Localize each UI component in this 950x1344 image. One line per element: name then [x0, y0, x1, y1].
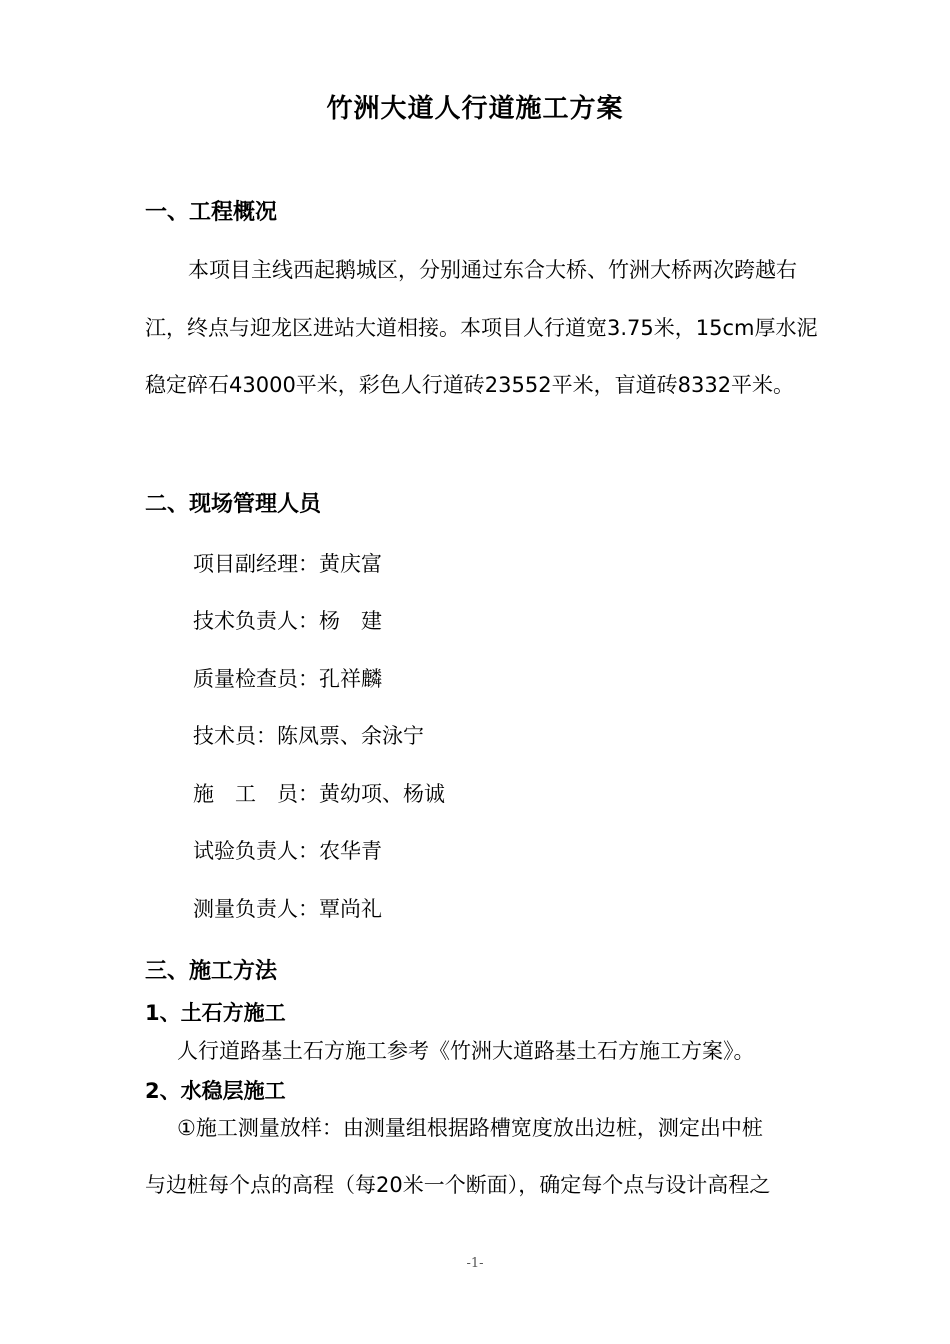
- staff-item-technical-lead: 技术负责人：杨 建: [193, 609, 382, 633]
- earthwork-text: 人行道路基土石方施工参考《竹洲大道路基土石方施工方案》。: [177, 1039, 755, 1063]
- overview-paragraph: [145, 242, 825, 415]
- page-number: -1-: [466, 1256, 484, 1271]
- section-heading-overview: 一、工程概况: [145, 200, 278, 225]
- stabilized-layer-line-2: 与边桩每个点的高程（每20米一个断面），确定每个点与设计高程之: [145, 1173, 771, 1197]
- stabilized-layer-line-1: ①施工测量放样：由测量组根据路槽宽度放出边桩，测定出中桩: [177, 1116, 763, 1140]
- overview-paragraph-text: 本项目主线西起鹅城区，分别通过东合大桥、竹洲大桥两次跨越右江，终点与迎龙区进站大道相接。本项目人行道宽3.75米，15cm厚水泥稳定碎石43000平米，彩色人行道砖23552平米，盲道砖8332平米。: [145, 258, 818, 397]
- staff-item-deputy-manager: 项目副经理：黄庆富: [193, 552, 382, 576]
- section-heading-methods: 三、施工方法: [145, 959, 278, 984]
- subsection-heading-stabilized-layer: 2、水稳层施工: [145, 1079, 286, 1103]
- staff-item-test-lead: 试验负责人：农华青: [193, 839, 382, 863]
- section-heading-staff: 二、现场管理人员: [145, 492, 322, 517]
- subsection-heading-earthwork: 1、土石方施工: [145, 1001, 286, 1025]
- staff-item-technician: 技术员：陈凤票、余泳宁: [193, 724, 424, 748]
- document-title: 竹洲大道人行道施工方案: [326, 94, 624, 124]
- staff-item-quality-inspector: 质量检查员：孔祥麟: [193, 667, 382, 691]
- staff-item-constructor: 施 工 员：黄幼项、杨诚: [193, 782, 445, 806]
- staff-item-survey-lead: 测量负责人：覃尚礼: [193, 897, 382, 921]
